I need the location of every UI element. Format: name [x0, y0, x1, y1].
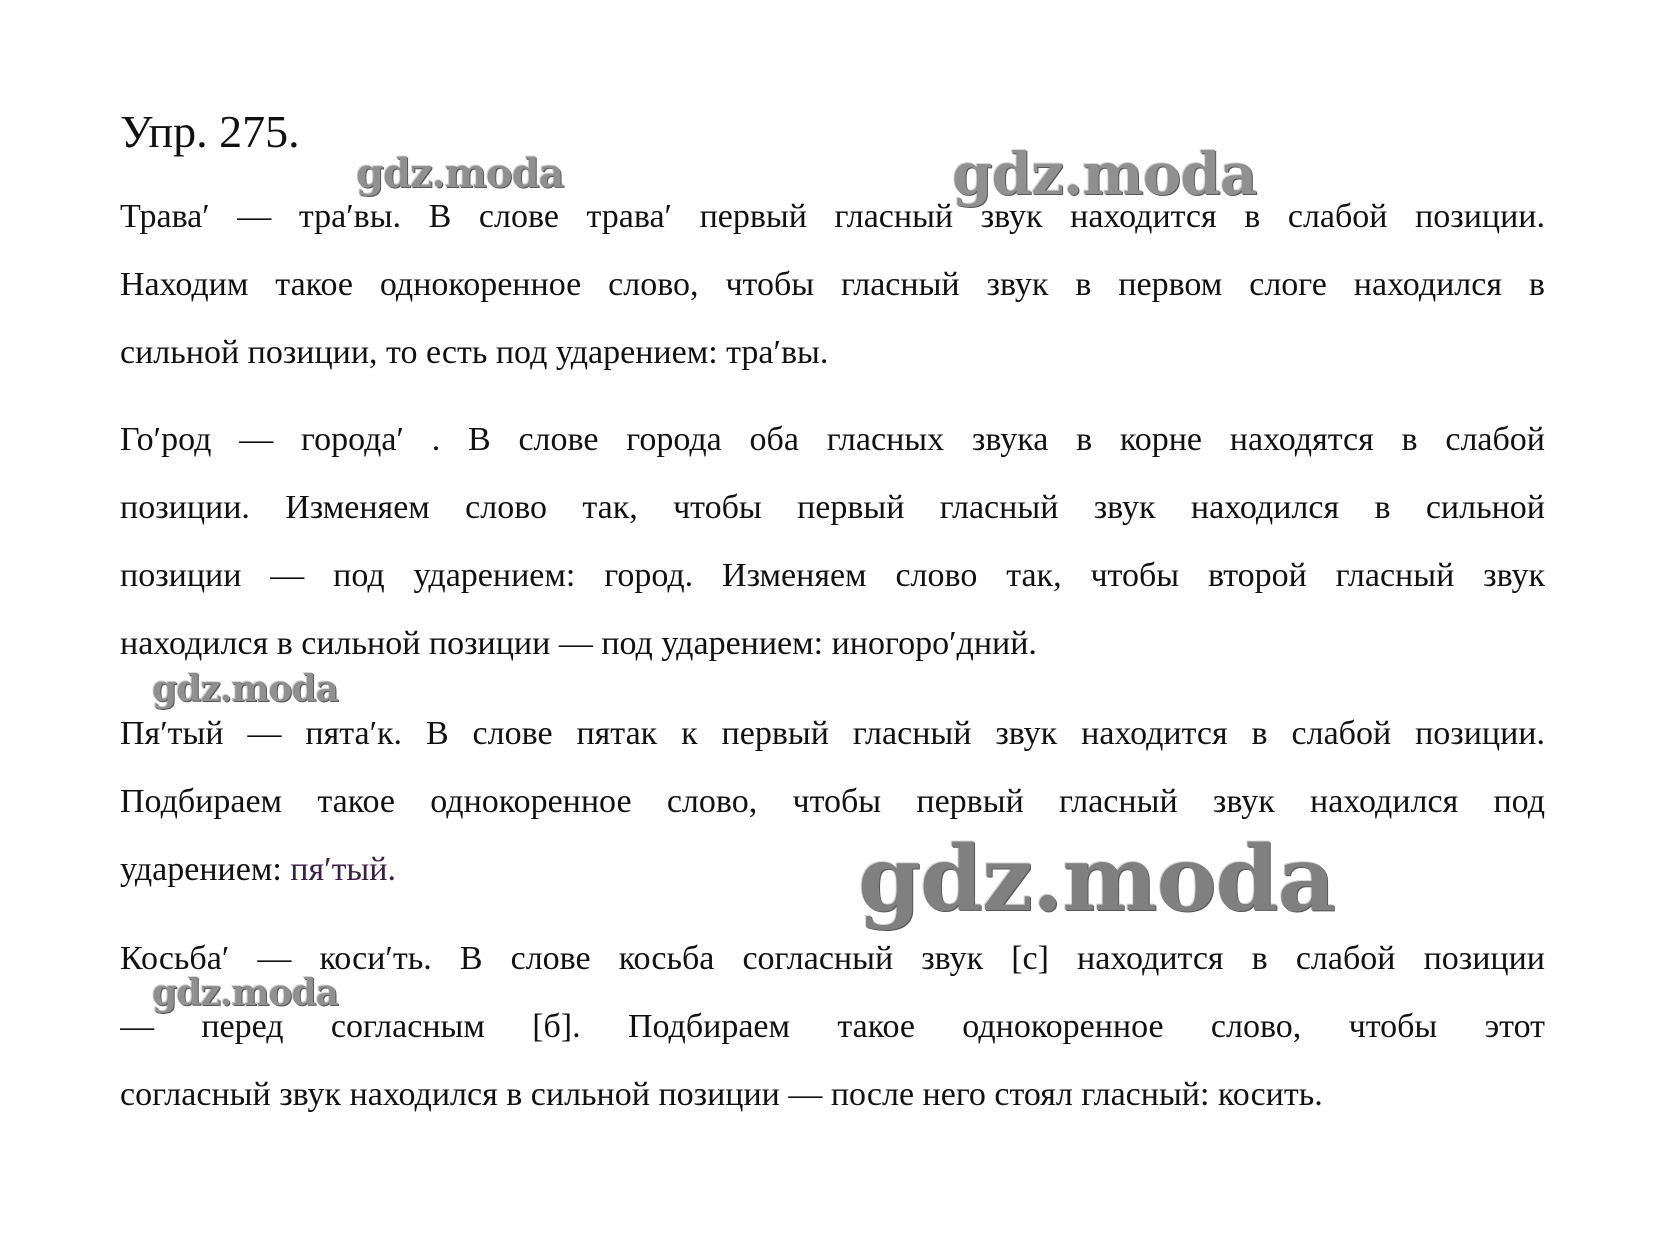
watermark-logo: gdz.moda	[152, 972, 338, 1014]
paragraph-line: Пя′тый — пята′к. В слове пятак к первый гласный звук находится в слабой позиции.	[120, 715, 1545, 752]
paragraph-line: Находим такое однокоренное слово, чтобы гласный звук в первом слоге находился в	[120, 266, 1545, 303]
paragraph-line: — перед согласным [б]. Подбираем такое однокоренное слово, чтобы этот	[120, 1008, 1545, 1045]
exercise-title: Упр. 275.	[120, 106, 300, 157]
paragraph-line: Го′род — города′ . В слове города оба гласных звука в корне находятся в слабой	[120, 421, 1545, 458]
watermark-logo: gdz.moda	[152, 668, 338, 710]
paragraph-line-last	[120, 836, 1545, 904]
watermark-logo: gdz.moda	[356, 150, 564, 197]
paragraph-line: Трава′ — тра′вы. В слове трава′ первый гласный звук находится в слабой позиции.	[120, 198, 1545, 235]
line-text: ударением:	[120, 851, 282, 888]
paragraph-trava	[120, 183, 1545, 387]
paragraph-pyatyi	[120, 700, 1545, 904]
paragraph-kosba	[120, 925, 1545, 1129]
paragraph-line: позиции — под ударением: город. Изменяем слово так, чтобы второй гласный звук	[120, 557, 1545, 594]
paragraph-line: позиции. Изменяем слово так, чтобы первый гласный звук находился в сильной	[120, 489, 1545, 526]
paragraph-line: Косьба′ — коси′ть. В слове косьба согласный звук [с] находится в слабой позиции	[120, 940, 1545, 977]
paragraph-line: сильной позиции, то есть под ударением: тра′вы.	[120, 334, 829, 371]
paragraph-line: Подбираем такое однокоренное слово, чтобы первый гласный звук находился под	[120, 783, 1545, 820]
watermark-logo: gdz.moda	[952, 140, 1257, 208]
paragraph-line: согласный звук находился в сильной позиции — после него стоял гласный: косить.	[120, 1076, 1323, 1113]
watermark-logo: gdz.moda	[858, 826, 1335, 932]
paragraph-gorod	[120, 406, 1545, 678]
paragraph-line: находился в сильной позиции — под ударением: иногоро′дний.	[120, 625, 1037, 662]
answer-word: пя′тый.	[281, 851, 396, 888]
